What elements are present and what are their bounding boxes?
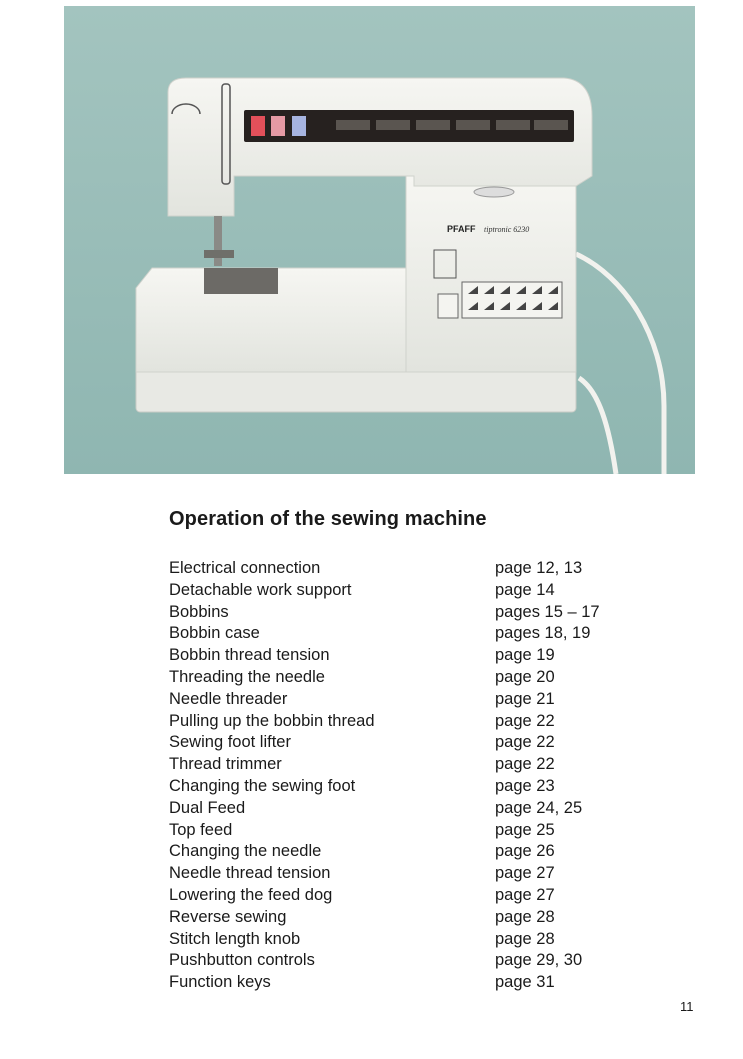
toc-topic: Pushbutton controls xyxy=(169,951,315,970)
machine-base xyxy=(136,368,576,412)
needle-bar xyxy=(214,216,222,266)
toc-page-ref: page 12, 13 xyxy=(495,559,583,577)
toc-row xyxy=(169,602,629,624)
toc-row xyxy=(169,950,629,972)
toc-topic: Threading the needle xyxy=(169,667,325,686)
toc-topic: Function keys xyxy=(169,973,271,992)
toc-row xyxy=(169,885,629,907)
toc-row xyxy=(169,667,629,689)
toc-topic: Dual Feed xyxy=(169,798,246,817)
toc-topic: Bobbins xyxy=(169,602,229,621)
brand-label: PFAFF xyxy=(447,224,476,234)
toc-row xyxy=(169,820,629,842)
toc-topic: Sewing foot lifter xyxy=(169,733,291,752)
toc-topic: Thread trimmer xyxy=(169,755,282,774)
toc-row xyxy=(169,776,629,798)
toc-page-ref: page 21 xyxy=(495,689,555,708)
toc-page-ref: page 22 xyxy=(495,733,555,752)
toc-page-ref: page 19 xyxy=(495,646,555,665)
toc-topic: Pulling up the bobbin thread xyxy=(169,711,375,730)
toc-row xyxy=(169,689,629,711)
toc-topic: Changing the needle xyxy=(169,842,322,861)
toc-page-ref: pages 18, 19 xyxy=(495,624,591,643)
toc-row xyxy=(169,623,629,645)
toc-page-ref: page 29, 30 xyxy=(495,951,583,970)
toc-topic: Needle threader xyxy=(169,689,288,708)
toc-topic: Changing the sewing foot xyxy=(169,776,356,795)
bobbin-winder xyxy=(474,187,514,197)
toc-page-ref: page 24, 25 xyxy=(495,798,583,817)
toc-page-ref: page 23 xyxy=(495,776,555,795)
toc-page-ref: pages 15 – 17 xyxy=(495,602,600,621)
toc-row xyxy=(169,972,629,994)
toc-row xyxy=(169,798,629,820)
toc-row xyxy=(169,841,629,863)
section-heading: Operation of the sewing machine xyxy=(169,508,487,530)
toc-page-ref: page 31 xyxy=(495,973,555,992)
needle-plate xyxy=(204,268,278,294)
page-number: 11 xyxy=(680,999,694,1014)
toc-page-ref: page 22 xyxy=(495,755,555,774)
toc-topic: Top feed xyxy=(169,820,233,839)
toc-page-ref: page 14 xyxy=(495,580,555,599)
toc-row xyxy=(169,929,629,951)
toc-page-ref: page 28 xyxy=(495,907,555,926)
toc-row xyxy=(169,711,629,733)
table-of-contents xyxy=(169,558,629,994)
toc-page-ref: page 22 xyxy=(495,711,555,730)
toc-topic: Detachable work support xyxy=(169,580,352,599)
red-button xyxy=(251,116,265,136)
model-label: tiptronic 6230 xyxy=(484,225,530,234)
toc-row xyxy=(169,907,629,929)
toc-page-ref: page 26 xyxy=(495,842,555,861)
toc-page-ref: page 20 xyxy=(495,667,555,686)
toc-topic: Lowering the feed dog xyxy=(169,885,333,904)
toc-row xyxy=(169,863,629,885)
toc-topic: Bobbin thread tension xyxy=(169,646,330,665)
toc-row xyxy=(169,754,629,776)
toc-topic: Electrical connection xyxy=(169,559,321,577)
toc-topic: Needle thread tension xyxy=(169,864,331,883)
toc-topic: Reverse sewing xyxy=(169,907,287,926)
toc-page-ref: page 28 xyxy=(495,929,555,948)
sewing-machine-photo xyxy=(64,6,695,474)
toc-row xyxy=(169,558,629,580)
toc-page-ref: page 27 xyxy=(495,864,555,883)
sewing-machine-illustration xyxy=(64,6,695,474)
toc-row xyxy=(169,580,629,602)
toc-page-ref: page 27 xyxy=(495,885,555,904)
toc-topic: Bobbin case xyxy=(169,624,260,643)
pink-button xyxy=(271,116,285,136)
presser-foot xyxy=(204,250,234,258)
blue-button xyxy=(292,116,306,136)
toc-topic: Stitch length knob xyxy=(169,929,301,948)
toc-page-ref: page 25 xyxy=(495,820,555,839)
toc-row xyxy=(169,645,629,667)
machine-column xyxy=(406,176,576,372)
toc-row xyxy=(169,732,629,754)
